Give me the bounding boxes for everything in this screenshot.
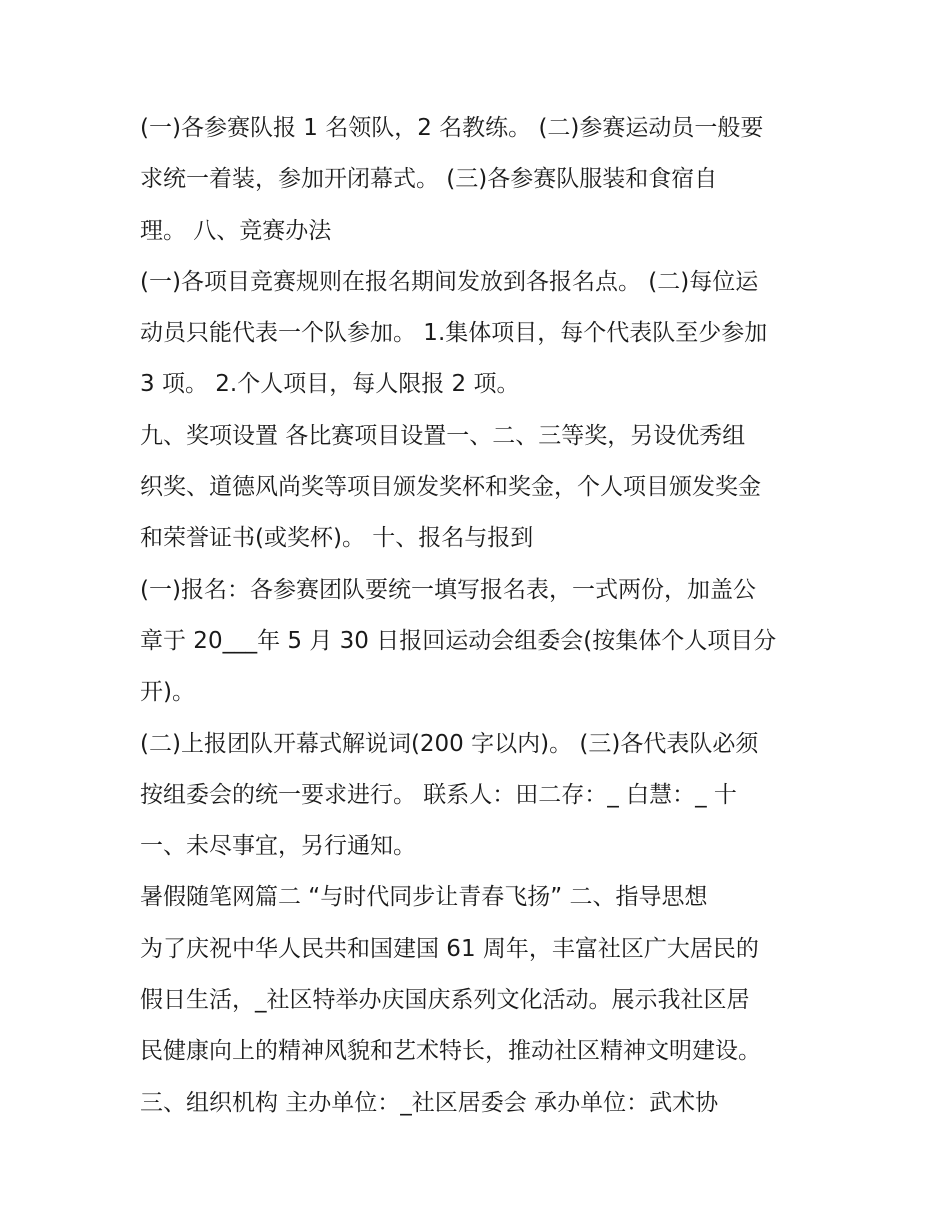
- text-line: 章于 20___年 5 月 30 日报回运动会组委会(按集体个人项目分: [140, 627, 777, 654]
- text-line: 动员只能代表一个队参加。 1.集体项目，每个代表队至少参加: [140, 320, 768, 347]
- text-line: 理。 八、竞赛办法: [140, 217, 332, 244]
- text-line: 九、奖项设置 各比赛项目设置一、二、三等奖，另设优秀组: [140, 422, 746, 449]
- text-line: (一)各项目竞赛规则在报名期间发放到各报名点。 (二)每位运: [140, 268, 759, 295]
- text-line: 假日生活，_社区特举办庆国庆系列文化活动。展示我社区居: [140, 987, 750, 1014]
- text-line: (二)上报团队开幕式解说词(200 字以内)。 (三)各代表队必须: [140, 730, 759, 757]
- text-line: 求统一着装，参加开闭幕式。 (三)各参赛队服装和食宿自: [140, 166, 718, 193]
- text-line: 为了庆祝中华人民共和国建国 61 周年，丰富社区广大居民的: [140, 935, 759, 962]
- text-line: 按组委会的统一要求进行。 联系人：田二存：_ 白慧：_ 十: [140, 781, 737, 808]
- text-line: 暑假随笔网篇二 “与时代同步让青春飞扬” 二、指导思想: [140, 884, 708, 911]
- text-line: (一)报名：各参赛团队要统一填写报名表，一式两份，加盖公: [140, 576, 756, 603]
- text-line: 3 项。 2.个人项目，每人限报 2 项。: [140, 371, 520, 398]
- text-line: 民健康向上的精神风貌和艺术特长，推动社区精神文明建设。: [140, 1038, 761, 1065]
- text-line: 一、未尽事宜，另行通知。: [140, 833, 416, 860]
- text-line: 开)。: [140, 679, 195, 706]
- text-line: 和荣誉证书(或奖杯)。 十、报名与报到: [140, 525, 534, 552]
- text-line: (一)各参赛队报 1 名领队，2 名教练。 (二)参赛运动员一般要: [140, 115, 764, 141]
- document-body: [140, 108, 820, 1134]
- text-line: 三、组织机构 主办单位：_社区居委会 承办单位：武术协: [140, 1089, 719, 1116]
- text-line: 织奖、道德风尚奖等项目颁发奖杯和奖金，个人项目颁发奖金: [140, 474, 761, 501]
